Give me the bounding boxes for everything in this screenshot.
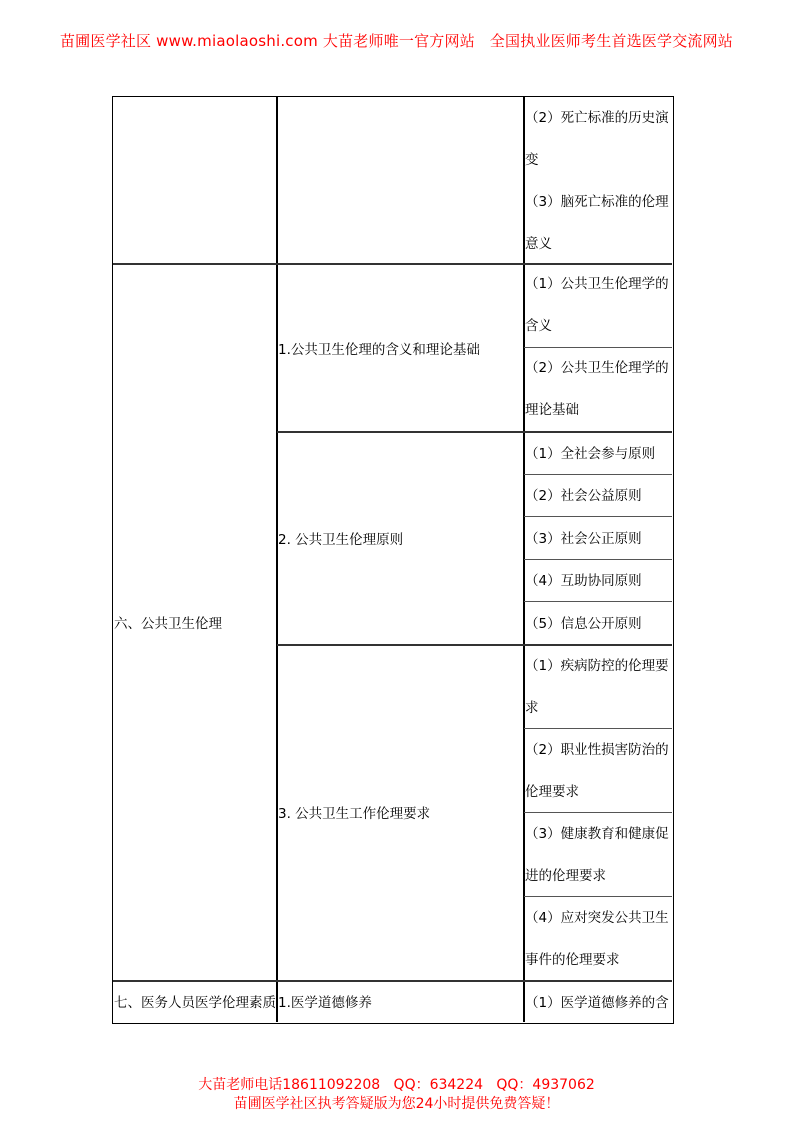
cell-text: 伦理要求 — [525, 784, 579, 800]
table-cell-sub — [524, 348, 675, 432]
cell-text: （3）脑死亡标准的伦理 — [525, 194, 669, 210]
cell-text: （2）职业性损害防治的 — [525, 742, 669, 758]
cell-text: （1）公共卫生伦理学的 — [525, 276, 669, 292]
cell-text: （5）信息公开原则 — [525, 616, 642, 632]
footer-service-line: 苗圃医学社区执考答疑版为您24小时提供免费答疑！ — [233, 1096, 560, 1112]
table-cell-sub — [524, 560, 675, 602]
table-cell-sub — [524, 264, 675, 348]
table-cell-sub — [524, 813, 675, 897]
cell-text: （2）社会公益原则 — [525, 488, 642, 504]
cell-text: 意义 — [525, 236, 552, 252]
cell-text: 理论基础 — [525, 402, 579, 418]
cell-text: 含义 — [525, 318, 552, 334]
section-6-item-3: 3. 公共卫生工作伦理要求 — [278, 806, 431, 822]
cell-text: 进的伦理要求 — [525, 868, 606, 884]
table-cell-sub — [524, 475, 675, 517]
table-cell-sub — [524, 982, 675, 1022]
footer-contact-line: 大苗老师电话18611092208 QQ：634224 QQ：4937062 — [198, 1077, 595, 1093]
site-header-banner: 苗圃医学社区 www.miaolaoshi.com 大苗老师唯一官方网站 全国执业医师考生首选医学交流网站 — [59, 32, 734, 50]
table-cell-sub — [524, 897, 675, 981]
cell-text: （1）全社会参与原则 — [525, 446, 656, 462]
section-6-item-2: 2. 公共卫生伦理原则 — [278, 532, 404, 548]
cell-text: （3）健康教育和健康促 — [525, 826, 669, 842]
table-cell-sub — [524, 645, 675, 729]
table-cell-sub — [524, 602, 675, 644]
table-cell-sub — [524, 432, 675, 474]
column-divider-1 — [276, 97, 278, 1022]
syllabus-table — [112, 96, 674, 1024]
cell-text: （4）互助协同原则 — [525, 573, 642, 589]
cell-text: 求 — [525, 700, 539, 716]
section-7-title: 七、医务人员医学伦理素质 — [114, 995, 276, 1011]
section-6-item-1: 1.公共卫生伦理的含义和理论基础 — [278, 342, 480, 358]
table-cell-death-standard — [524, 97, 675, 263]
cell-text: 变 — [525, 152, 539, 168]
table-cell-sub — [524, 517, 675, 559]
cell-text: （2）死亡标准的历史演 — [525, 110, 669, 126]
section-7-item-1: 1.医学道德修养 — [278, 995, 372, 1011]
section-6-title: 六、公共卫生伦理 — [114, 616, 222, 632]
table-cell-sub — [524, 729, 675, 813]
cell-text: （1）医学道德修养的含 — [525, 995, 669, 1011]
cell-text: （4）应对突发公共卫生 — [525, 910, 669, 926]
cell-text: （3）社会公正原则 — [525, 531, 642, 547]
site-footer — [0, 1076, 793, 1114]
cell-text: （2）公共卫生伦理学的 — [525, 360, 669, 376]
cell-text: （1）疾病防控的伦理要 — [525, 658, 669, 674]
cell-text: 事件的伦理要求 — [525, 952, 620, 968]
